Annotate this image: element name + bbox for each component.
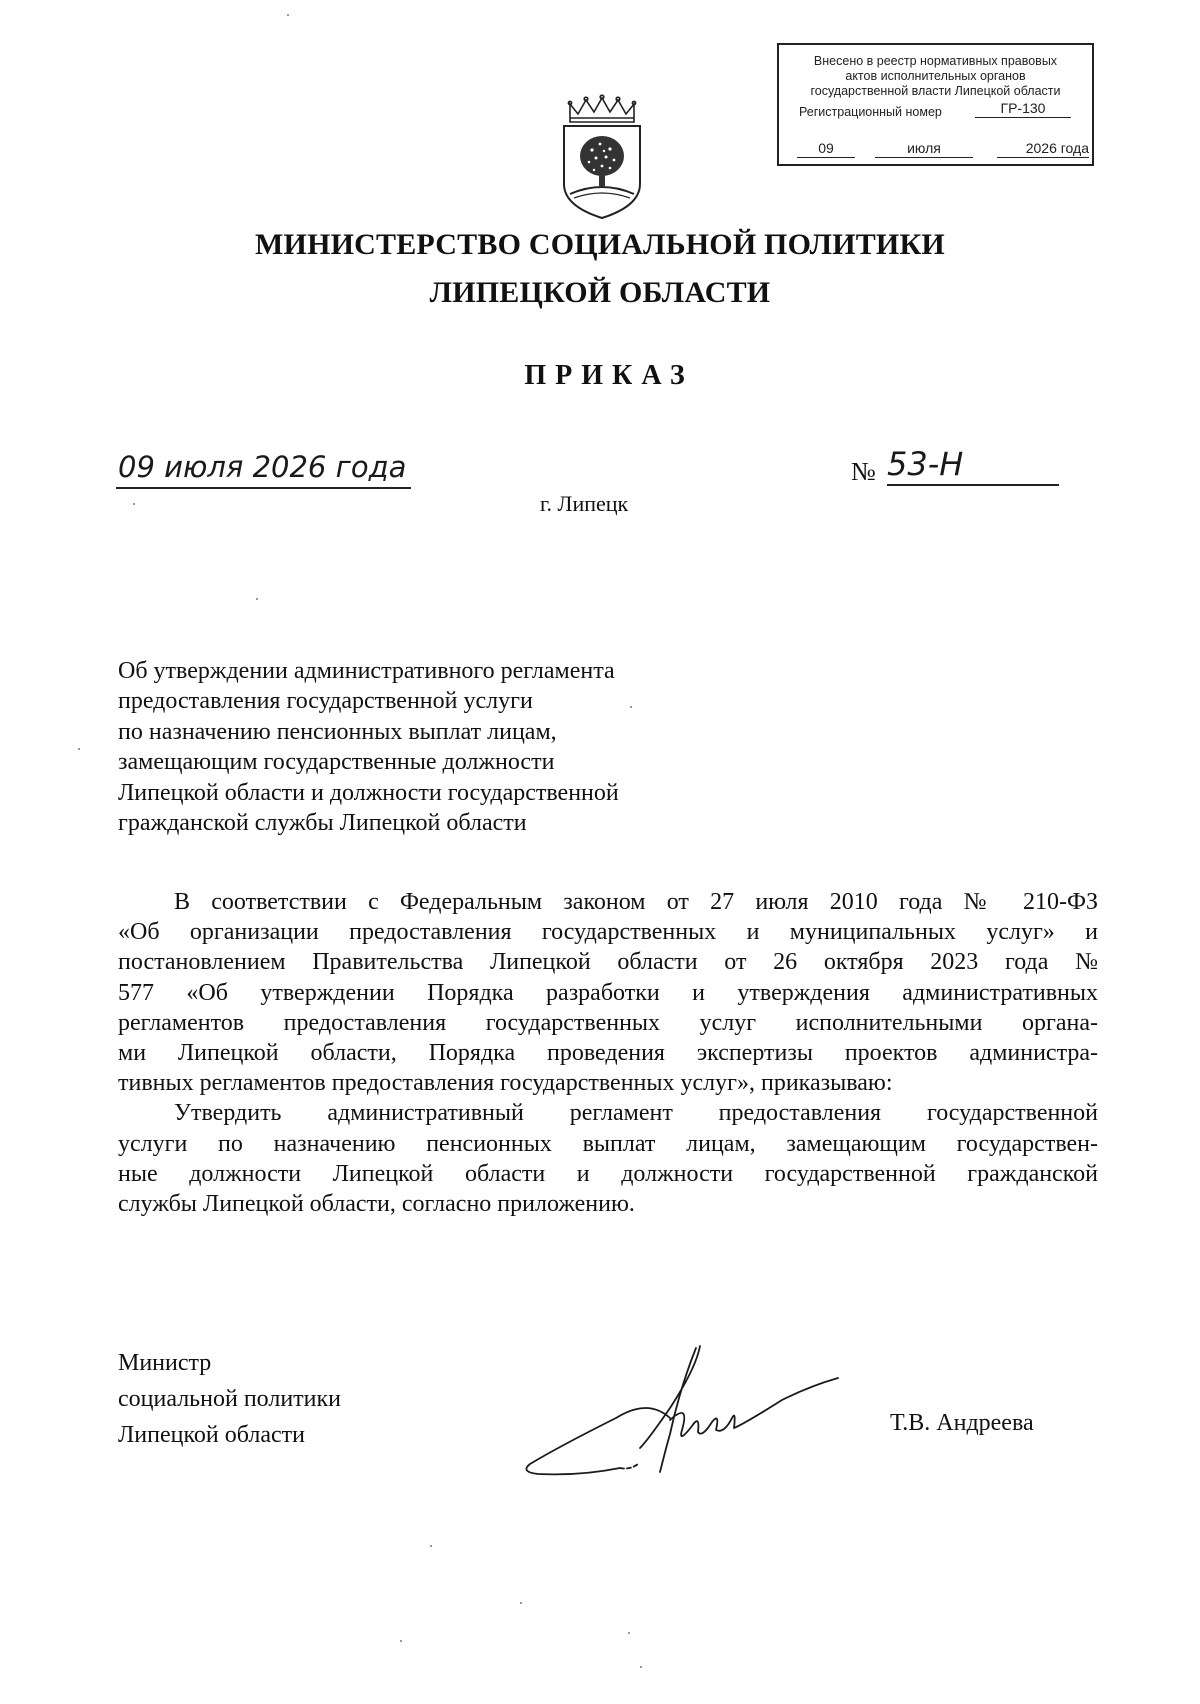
stamp-month: июля (875, 140, 973, 158)
stamp-line-3: государственной власти Липецкой области (810, 84, 1061, 98)
ministry-name-line-1: МИНИСТЕРСТВО СОЦИАЛЬНОЙ ПОЛИТИКИ (255, 228, 945, 261)
signer-position-line: Липецкой области (118, 1422, 305, 1448)
subject-line: по назначению пенсионных выплат лицам, (118, 718, 557, 745)
order-number-prefix: № (851, 457, 876, 486)
body-line: В соответствии с Федеральным законом от 27 июля 2010 года № 210-ФЗ (174, 889, 1098, 915)
order-body (118, 887, 1098, 1219)
scan-speck (640, 1666, 642, 1668)
scan-speck (256, 598, 258, 600)
stamp-line-2: актов исполнительных органов (845, 69, 1026, 83)
order-date: 09 июля 2026 года (118, 450, 407, 484)
subject-line: замещающим государственные должности (118, 749, 555, 776)
coat-of-arms-icon (556, 94, 648, 220)
body-line: ные должности Липецкой области и должности государственной гражданской (118, 1160, 1098, 1187)
body-line: услуги по назначению пенсионных выплат лицам, замещающим государствен- (118, 1130, 1098, 1157)
scan-speck (78, 748, 80, 750)
body-line: ми Липецкой области, Порядка проведения экспертизы проектов администра- (118, 1039, 1098, 1066)
date-underline (116, 487, 411, 489)
scan-speck (520, 1602, 522, 1604)
order-city: г. Липецк (540, 491, 629, 516)
scan-speck (630, 706, 632, 708)
registry-stamp (777, 43, 1094, 166)
scan-speck (430, 1545, 432, 1547)
order-subject (118, 656, 738, 838)
scan-speck (400, 1640, 402, 1642)
number-underline (887, 484, 1059, 486)
body-line: регламентов предоставления государственных услуг исполнительными органа- (118, 1009, 1098, 1036)
signer-position-line: социальной политики (118, 1386, 341, 1412)
handwritten-signature (520, 1338, 860, 1488)
body-line: 577 «Об утверждении Порядка разработки и утверждения административных (118, 979, 1098, 1006)
stamp-reg-number: ГР-130 (975, 99, 1071, 118)
stamp-year: 2026 года (997, 140, 1089, 158)
order-title: ПРИКАЗ (524, 360, 694, 391)
body-line: постановлением Правительства Липецкой области от 26 октября 2023 года № (118, 949, 1098, 976)
body-line: службы Липецкой области, согласно приложению. (118, 1190, 635, 1217)
body-line: «Об организации предоставления государственных и муниципальных услуг» и (118, 919, 1098, 946)
signer-position (118, 1345, 341, 1453)
subject-line: Липецкой области и должности государственной (118, 779, 619, 806)
subject-line: предоставления государственной услуги (118, 688, 533, 715)
subject-line: Об утверждении административного регламента (118, 658, 615, 684)
body-line: Утвердить административный регламент предоставления государственной (174, 1100, 1098, 1127)
stamp-day: 09 (797, 140, 855, 158)
subject-line: гражданской службы Липецкой области (118, 810, 527, 837)
stamp-reg-label: Регистрационный номер (799, 105, 942, 119)
scan-speck (287, 14, 289, 16)
stamp-line-1: Внесено в реестр нормативных правовых (813, 54, 1058, 68)
scan-speck (133, 503, 135, 505)
order-number: 53-Н (887, 445, 964, 483)
ministry-name-line-2: ЛИПЕЦКОЙ ОБЛАСТИ (429, 276, 771, 309)
body-line: тивных регламентов предоставления государственных услуг», приказываю: (118, 1070, 893, 1097)
signer-position-line: Министр (118, 1350, 212, 1376)
scan-speck (628, 1632, 630, 1634)
signer-name: Т.В. Андреева (890, 1410, 1034, 1436)
